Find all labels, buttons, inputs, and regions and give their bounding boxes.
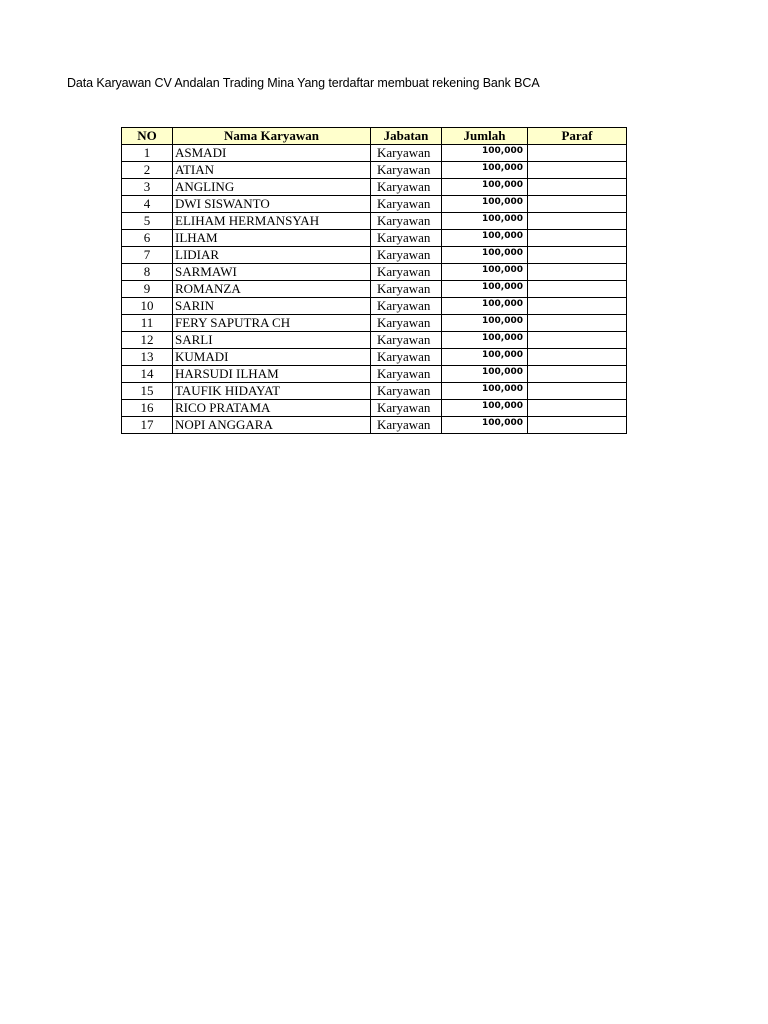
- cell-jabatan: Karyawan: [371, 366, 442, 383]
- cell-jabatan: Karyawan: [371, 349, 442, 366]
- cell-paraf: [528, 400, 627, 417]
- cell-jumlah: 100,000: [442, 281, 528, 298]
- table-row: [122, 400, 627, 417]
- header-row: [122, 128, 627, 145]
- cell-nama: RICO PRATAMA: [173, 400, 371, 417]
- cell-nama: SARMAWI: [173, 264, 371, 281]
- cell-jumlah: 100,000: [442, 298, 528, 315]
- cell-no: 4: [122, 196, 173, 213]
- table-body: [122, 145, 627, 434]
- cell-paraf: [528, 179, 627, 196]
- cell-no: 15: [122, 383, 173, 400]
- cell-no: 9: [122, 281, 173, 298]
- cell-paraf: [528, 230, 627, 247]
- table-row: [122, 179, 627, 196]
- cell-jumlah: 100,000: [442, 315, 528, 332]
- cell-nama: ILHAM: [173, 230, 371, 247]
- cell-jabatan: Karyawan: [371, 383, 442, 400]
- cell-nama: ASMADI: [173, 145, 371, 162]
- cell-jumlah: 100,000: [442, 383, 528, 400]
- cell-jumlah: 100,000: [442, 162, 528, 179]
- table-row: [122, 213, 627, 230]
- cell-no: 10: [122, 298, 173, 315]
- cell-jabatan: Karyawan: [371, 247, 442, 264]
- cell-jumlah: 100,000: [442, 230, 528, 247]
- cell-no: 8: [122, 264, 173, 281]
- table-row: [122, 315, 627, 332]
- cell-nama: NOPI ANGGARA: [173, 417, 371, 434]
- cell-nama: TAUFIK HIDAYAT: [173, 383, 371, 400]
- cell-paraf: [528, 145, 627, 162]
- cell-jabatan: Karyawan: [371, 145, 442, 162]
- cell-paraf: [528, 162, 627, 179]
- table-row: [122, 383, 627, 400]
- cell-paraf: [528, 417, 627, 434]
- document-title: Data Karyawan CV Andalan Trading Mina Yang terdaftar membuat rekening Bank BCA: [67, 76, 540, 90]
- cell-no: 12: [122, 332, 173, 349]
- table-row: [122, 298, 627, 315]
- cell-jumlah: 100,000: [442, 247, 528, 264]
- cell-no: 14: [122, 366, 173, 383]
- table-row: [122, 349, 627, 366]
- cell-paraf: [528, 315, 627, 332]
- cell-jabatan: Karyawan: [371, 417, 442, 434]
- cell-jabatan: Karyawan: [371, 196, 442, 213]
- cell-nama: ANGLING: [173, 179, 371, 196]
- cell-nama: ELIHAM HERMANSYAH: [173, 213, 371, 230]
- table-row: [122, 417, 627, 434]
- cell-jabatan: Karyawan: [371, 179, 442, 196]
- table-row: [122, 145, 627, 162]
- cell-nama: ATIAN: [173, 162, 371, 179]
- cell-nama: ROMANZA: [173, 281, 371, 298]
- cell-no: 2: [122, 162, 173, 179]
- cell-paraf: [528, 264, 627, 281]
- table-row: [122, 332, 627, 349]
- cell-no: 17: [122, 417, 173, 434]
- cell-paraf: [528, 298, 627, 315]
- cell-paraf: [528, 383, 627, 400]
- cell-no: 16: [122, 400, 173, 417]
- header-nama-karyawan: Nama Karyawan: [173, 128, 371, 145]
- table-row: [122, 196, 627, 213]
- table-row: [122, 366, 627, 383]
- table-row: [122, 264, 627, 281]
- table-row: [122, 162, 627, 179]
- cell-paraf: [528, 213, 627, 230]
- cell-jumlah: 100,000: [442, 417, 528, 434]
- cell-jumlah: 100,000: [442, 213, 528, 230]
- cell-jabatan: Karyawan: [371, 281, 442, 298]
- cell-no: 11: [122, 315, 173, 332]
- table-row: [122, 230, 627, 247]
- cell-jabatan: Karyawan: [371, 230, 442, 247]
- cell-nama: DWI SISWANTO: [173, 196, 371, 213]
- cell-paraf: [528, 332, 627, 349]
- cell-no: 5: [122, 213, 173, 230]
- employee-table: [121, 127, 627, 434]
- cell-nama: LIDIAR: [173, 247, 371, 264]
- cell-nama: SARLI: [173, 332, 371, 349]
- cell-no: 13: [122, 349, 173, 366]
- table-row: [122, 247, 627, 264]
- cell-nama: KUMADI: [173, 349, 371, 366]
- cell-jabatan: Karyawan: [371, 332, 442, 349]
- cell-jumlah: 100,000: [442, 196, 528, 213]
- cell-no: 6: [122, 230, 173, 247]
- cell-jumlah: 100,000: [442, 366, 528, 383]
- cell-jumlah: 100,000: [442, 332, 528, 349]
- cell-jabatan: Karyawan: [371, 213, 442, 230]
- cell-no: 3: [122, 179, 173, 196]
- header-jabatan: Jabatan: [371, 128, 442, 145]
- cell-jumlah: 100,000: [442, 179, 528, 196]
- header-no: NO: [122, 128, 173, 145]
- header-paraf: Paraf: [528, 128, 627, 145]
- cell-jabatan: Karyawan: [371, 400, 442, 417]
- cell-jabatan: Karyawan: [371, 162, 442, 179]
- cell-no: 1: [122, 145, 173, 162]
- cell-nama: SARIN: [173, 298, 371, 315]
- cell-jabatan: Karyawan: [371, 298, 442, 315]
- cell-paraf: [528, 196, 627, 213]
- cell-jumlah: 100,000: [442, 349, 528, 366]
- cell-paraf: [528, 366, 627, 383]
- cell-jumlah: 100,000: [442, 264, 528, 281]
- cell-jabatan: Karyawan: [371, 315, 442, 332]
- cell-jumlah: 100,000: [442, 145, 528, 162]
- cell-paraf: [528, 281, 627, 298]
- cell-paraf: [528, 349, 627, 366]
- cell-paraf: [528, 247, 627, 264]
- cell-nama: HARSUDI ILHAM: [173, 366, 371, 383]
- cell-jabatan: Karyawan: [371, 264, 442, 281]
- cell-nama: FERY SAPUTRA CH: [173, 315, 371, 332]
- table-row: [122, 281, 627, 298]
- header-jumlah: Jumlah: [442, 128, 528, 145]
- cell-jumlah: 100,000: [442, 400, 528, 417]
- cell-no: 7: [122, 247, 173, 264]
